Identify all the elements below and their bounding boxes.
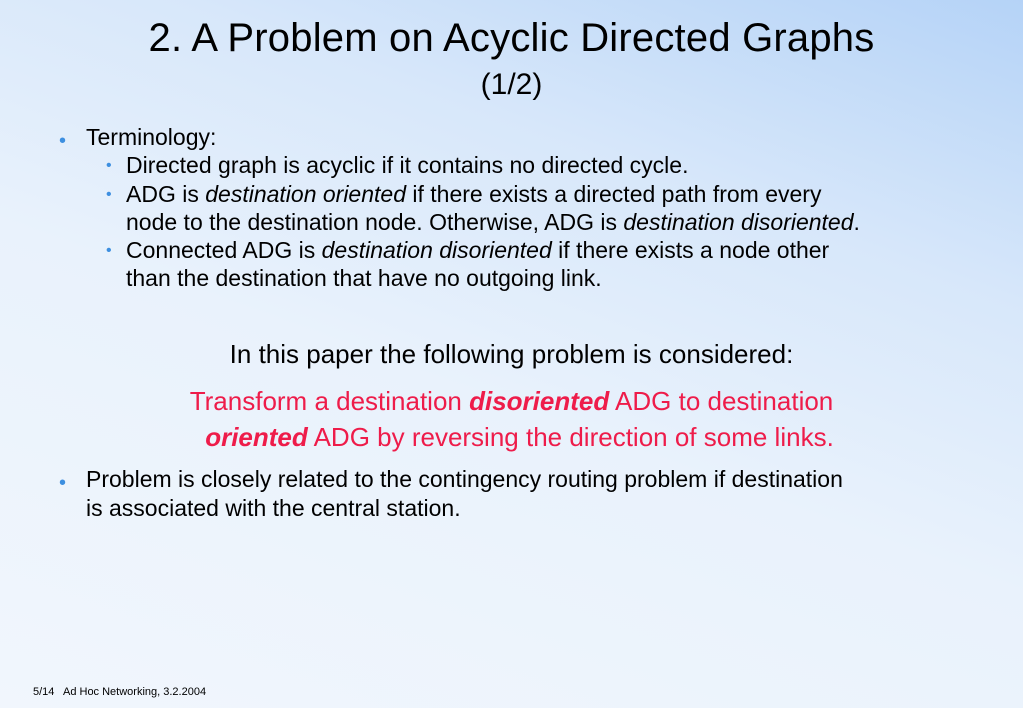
slide-footer [33, 685, 206, 699]
problem-intro: In this paper the following problem is considered: [229, 339, 794, 369]
sub-bullet-disoriented-line1: Connected ADG is destination disoriented if there exists a node other [126, 237, 830, 263]
slide-subtitle: (1/2) [480, 68, 543, 101]
sub-bullet-oriented-line2: node to the destination node. Otherwise, ADG is destination disoriented. [126, 209, 860, 235]
emphasis-text: destination oriented [205, 181, 406, 207]
bullet-marker: • [59, 472, 67, 494]
bullet-marker: • [59, 130, 67, 152]
sub-bullet-acyclic: Directed graph is acyclic if it contains no directed cycle. [126, 152, 689, 178]
sub-bullet-marker: • [106, 242, 112, 259]
emphasis-text: disoriented [469, 386, 610, 416]
sub-bullet-disoriented-line2: than the destination that have no outgoing link. [126, 265, 602, 291]
terminology-label: Terminology: [86, 124, 217, 150]
contingency-routing-line1: Problem is closely related to the contingency routing problem if destination [86, 466, 843, 492]
sub-bullet-marker: • [106, 186, 112, 203]
emphasis-text: destination disoriented [321, 237, 552, 263]
slide-title: 2. A Problem on Acyclic Directed Graphs [148, 16, 875, 60]
emphasis-text: oriented [205, 422, 308, 452]
sub-bullet-oriented-line1: ADG is destination oriented if there exists a directed path from every [126, 181, 822, 207]
footer-event: Ad Hoc Networking, 3.2.2004 [62, 686, 207, 698]
contingency-routing-line2: is associated with the central station. [86, 495, 461, 521]
emphasis-text: destination disoriented [623, 209, 854, 235]
page-number: 5/14 [33, 686, 55, 698]
problem-statement-line1: Transform a destination disoriented ADG to destination [189, 386, 834, 416]
problem-statement-line2: oriented ADG by reversing the direction of some links. [205, 422, 834, 452]
sub-bullet-marker: • [106, 157, 112, 174]
